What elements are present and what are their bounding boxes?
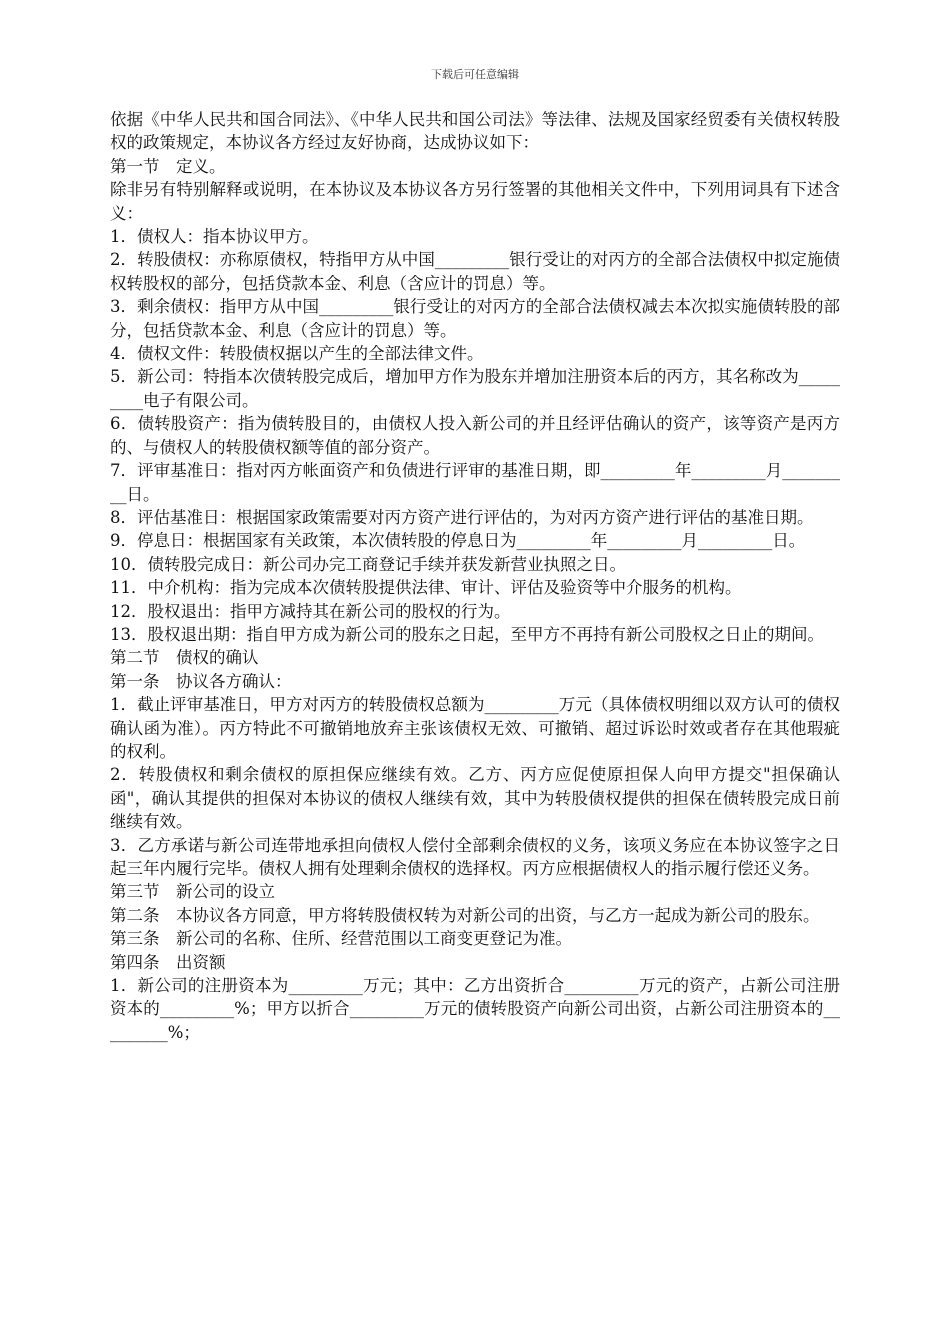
paragraph: 第三条 新公司的名称、住所、经营范围以工商变更登记为准。 <box>110 929 572 949</box>
paragraph: 2．转股债权：亦称原债权，特指甲方从中国_________银行受让的对丙方的全部合法债权中拟定施债权转股权的部分，包括贷款本金、利息（含应计的罚息）等。 <box>110 250 840 293</box>
paragraph: 4．债权文件：转股债权据以产生的全部法律文件。 <box>110 344 484 364</box>
paragraph: 第二条 本协议各方同意，甲方将转股债权转为对新公司的出资，与乙方一起成为新公司的股东。 <box>110 905 820 925</box>
paragraph: 3．乙方承诺与新公司连带地承担向债权人偿付全部剩余债权的义务，该项义务应在本协议签字之日起三年内履行完毕。债权人拥有处理剩余债权的选择权。丙方应根据债权人的指示履行偿还义务。 <box>110 835 840 878</box>
paragraph: 第一节 定义。 <box>110 156 226 176</box>
paragraph: 10．债转股完成日：新公司办完工商登记手续并获发新营业执照之日。 <box>110 554 626 574</box>
paragraph: 除非另有特别解释或说明，在本协议及本协议各方另行签署的其他相关文件中，下列用词具有下述含义： <box>110 180 840 223</box>
paragraph: 1．新公司的注册资本为_________万元；其中：乙方出资折合_________万元的资产，占新公司注册资本的_________%；甲方以折合_________万元的债转股资产向新公司出资，占新公司注册资本的_________%； <box>110 976 840 1042</box>
paragraph: 8．评估基准日：根据国家政策需要对丙方资产进行评估的，为对丙方资产进行评估的基准日期。 <box>110 507 814 527</box>
paragraph: 2．转股债权和剩余债权的原担保应继续有效。乙方、丙方应促使原担保人向甲方提交"担保确认函"，确认其提供的担保对本协议的债权人继续有效，其中为转股债权提供的担保在债转股完成日前继续有效。 <box>110 765 840 832</box>
paragraph: 9．停息日：根据国家有关政策，本次债转股的停息日为_________年_________月_________日。 <box>110 531 806 551</box>
document-body <box>110 108 840 1044</box>
paragraph: 11．中介机构：指为完成本次债转股提供法律、审计、评估及验资等中介服务的机构。 <box>110 578 742 598</box>
paragraph: 7．评审基准日：指对丙方帐面资产和负债进行评审的基准日期，即_________年_________月_________日。 <box>110 461 840 504</box>
paragraph: 1．截止评审基准日，甲方对丙方的转股债权总额为_________万元（具体债权明细以双方认可的债权确认函为准）。丙方特此不可撤销地放弃主张该债权无效、可撤销、超过诉讼时效或者存在其他瑕疵的权利。 <box>110 695 840 761</box>
paragraph: 第二节 债权的确认 <box>110 648 259 668</box>
page-header: 下载后可任意编辑 <box>431 68 519 81</box>
paragraph: 13．股权退出期：指自甲方成为新公司的股东之日起，至甲方不再持有新公司股权之日止的期间。 <box>110 624 824 644</box>
paragraph: 第四条 出资额 <box>110 952 226 972</box>
paragraph: 依据《中华人民共和国合同法》、《中华人民共和国公司法》等法律、法规及国家经贸委有关债权转股权的政策规定，本协议各方经过友好协商，达成协议如下： <box>110 110 840 153</box>
paragraph: 12．股权退出：指甲方减持其在新公司的股权的行为。 <box>110 601 511 621</box>
paragraph: 第一条 协议各方确认： <box>110 671 292 691</box>
paragraph: 第三节 新公司的设立 <box>110 882 275 902</box>
paragraph: 1．债权人：指本协议甲方。 <box>110 227 319 247</box>
paragraph: 5．新公司：特指本次债转股完成后，增加甲方作为股东并增加注册资本后的丙方，其名称改为_________电子有限公司。 <box>110 367 840 410</box>
paragraph: 6．债转股资产：指为债转股目的，由债权人投入新公司的并且经评估确认的资产，该等资产是丙方的、与债权人的转股债权额等值的部分资产。 <box>110 414 840 457</box>
paragraph: 3．剩余债权：指甲方从中国_________银行受让的对丙方的全部合法债权减去本次拟实施债转股的部分，包括贷款本金、利息（含应计的罚息）等。 <box>110 297 840 340</box>
